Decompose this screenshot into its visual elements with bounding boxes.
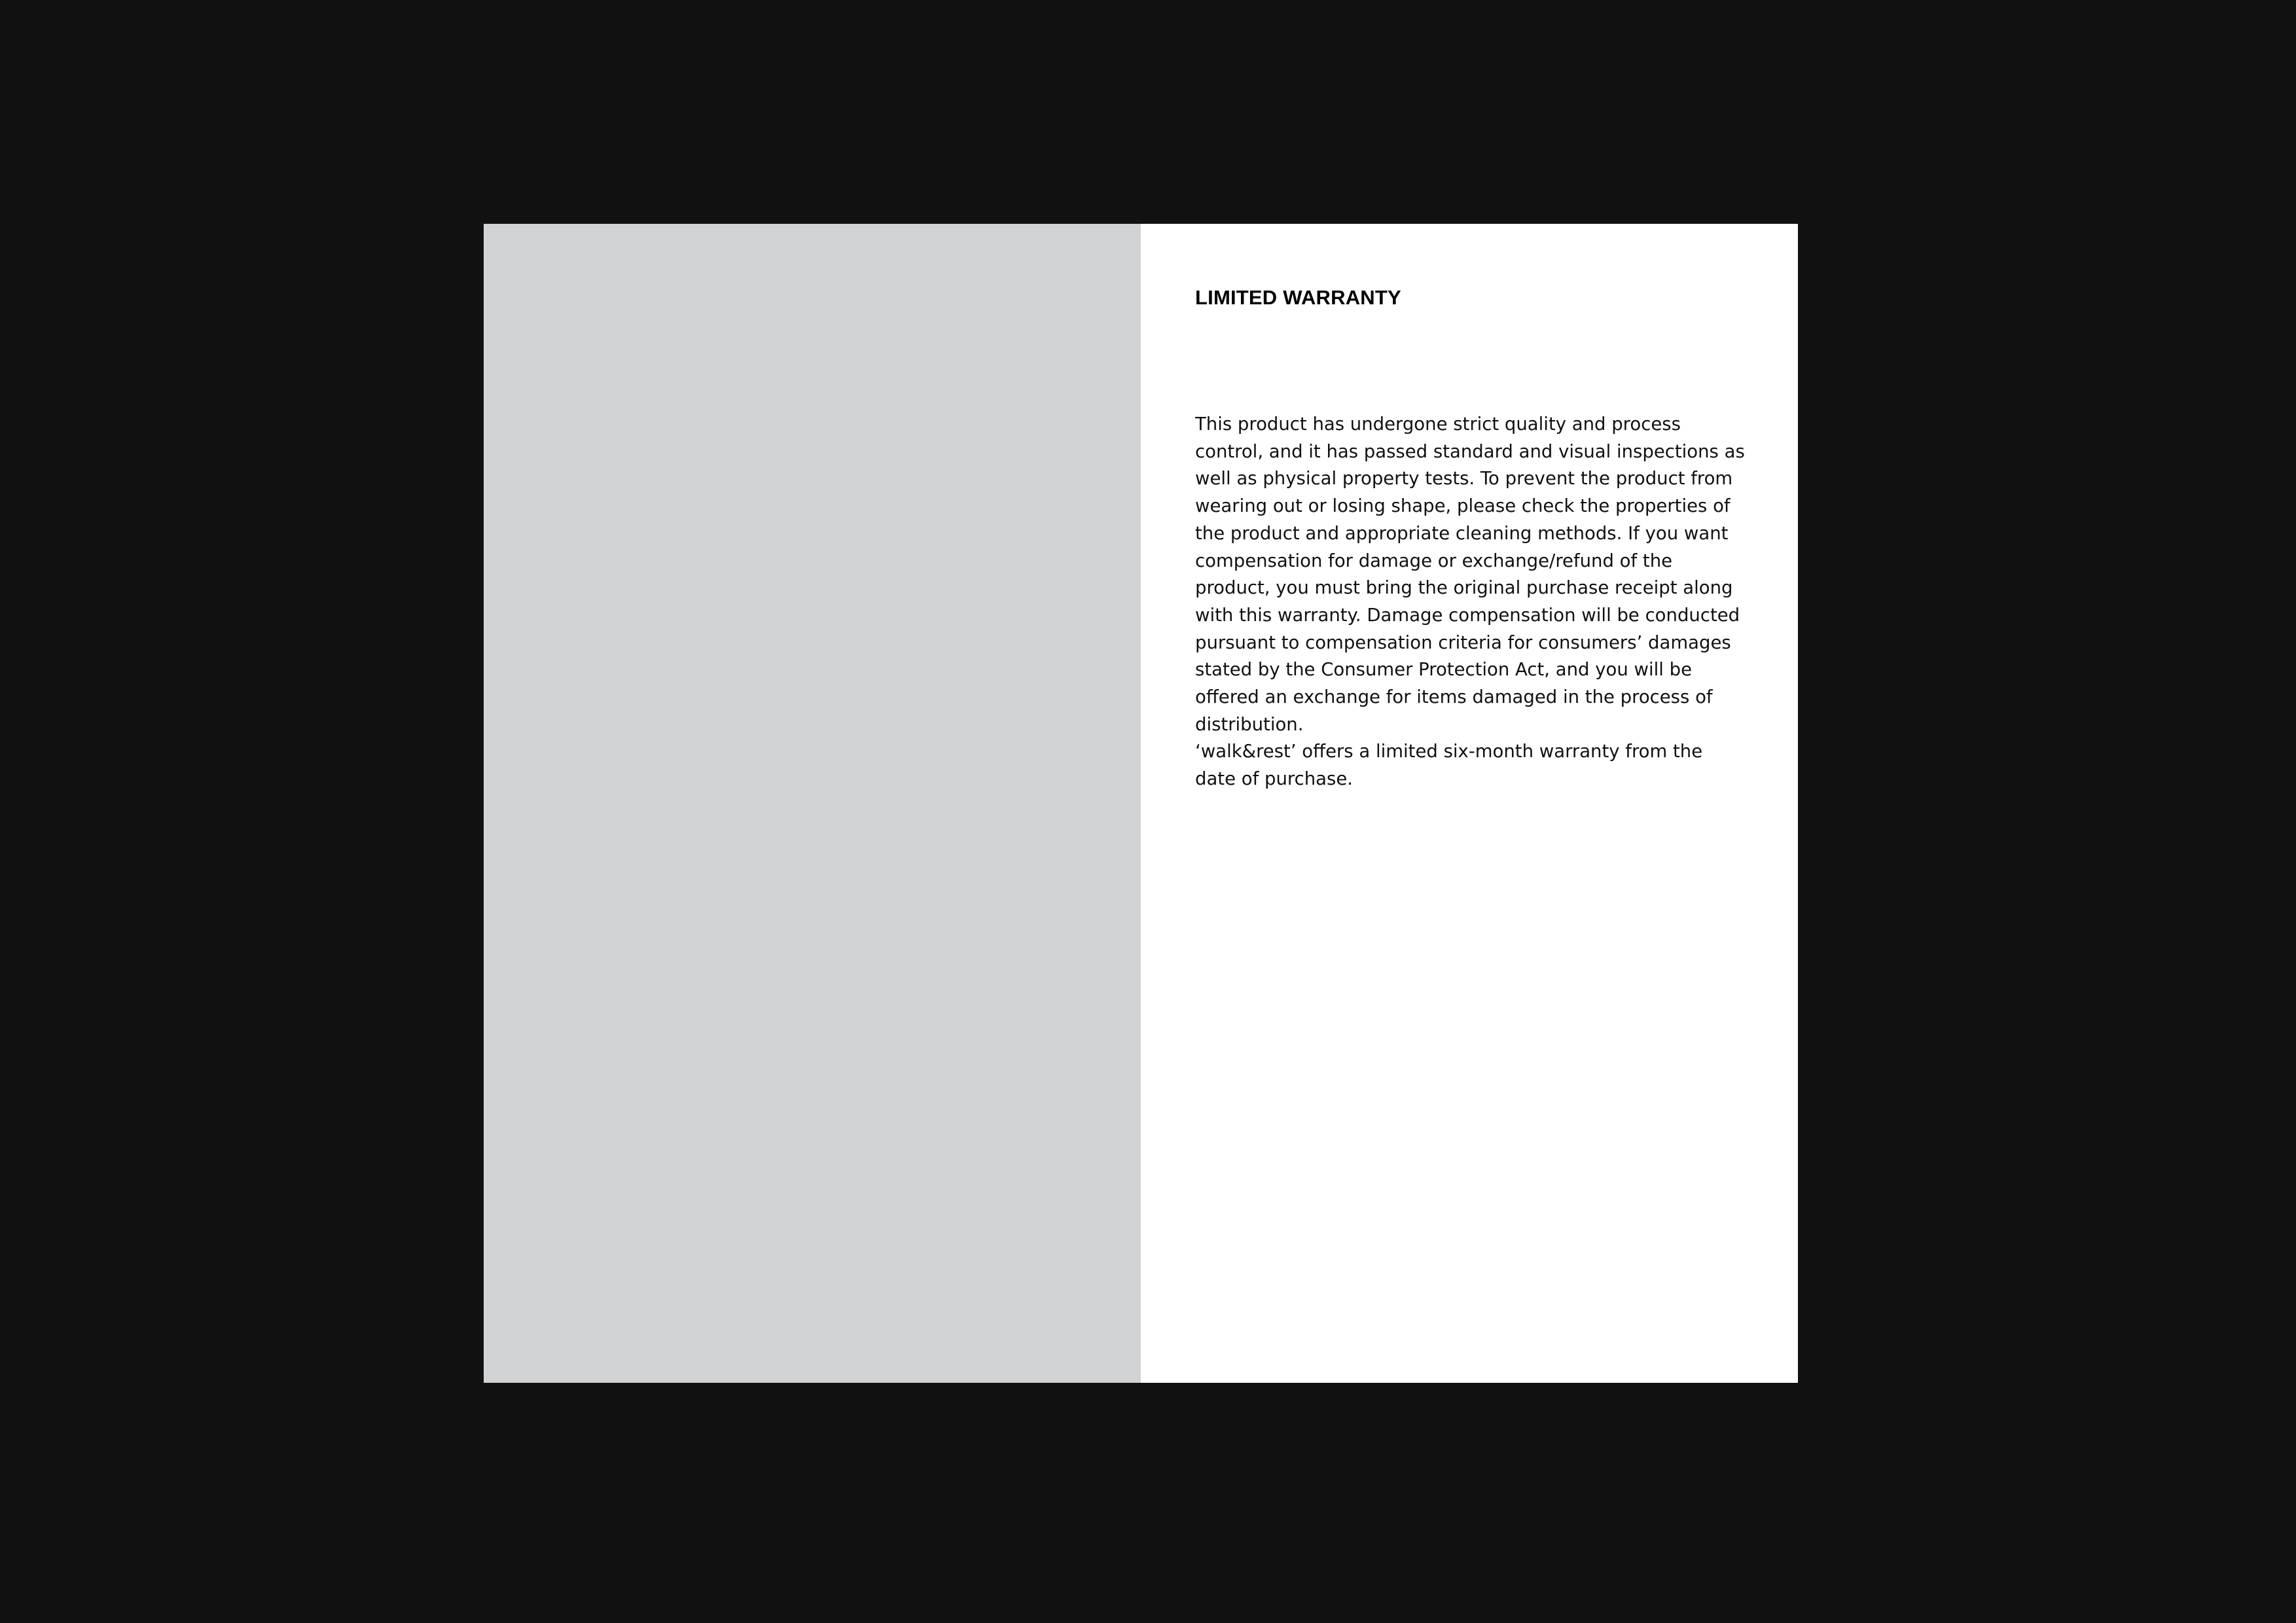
page-title: LIMITED WARRANTY [1195,286,1401,309]
right-page [1141,224,1798,1383]
left-page-blank [484,224,1141,1383]
booklet-spread [484,224,1798,1383]
warranty-body [1195,411,1745,793]
warranty-paragraph: ‘walk&rest’ offers a limited six-month warranty from the date of purchase. [1195,741,1703,790]
warranty-paragraph: This product has undergone strict quality and process control, and it has passed standard and visual inspections as well as physical property tests. To prevent the product from wearing out or losing shape, please check the properties of the product and appropriate cleaning methods. If you want compensation for damage or exchange/refund of the product, you must bring the original purchase receipt along with this warranty. Damage compensation will be conducted pursuant to compensation criteria for consumers’ damages stated by the Consumer Protection Act, and you will be offered an exchange for items damaged in the process of distribution. [1195,414,1745,735]
